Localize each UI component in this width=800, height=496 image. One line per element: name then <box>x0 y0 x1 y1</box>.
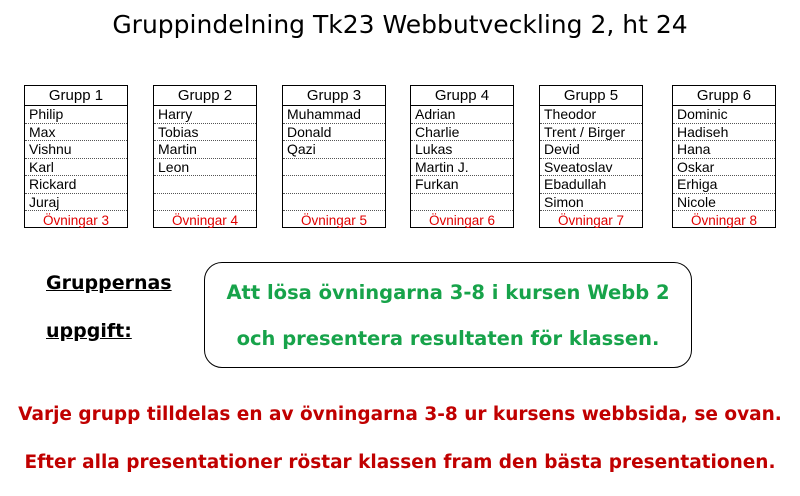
task-label-line1: Gruppernas <box>46 272 172 294</box>
group-2-table <box>153 85 257 228</box>
group-member: Harry <box>154 106 256 124</box>
group-member: Hana <box>673 141 775 159</box>
group-member: Lukas <box>411 141 513 159</box>
group-member: Theodor <box>540 106 642 124</box>
group-exercise: Övningar 4 <box>171 213 239 228</box>
group-header: Grupp 2 <box>154 86 256 106</box>
group-member: Erhiga <box>673 176 775 194</box>
group-member: Trent / Birger <box>540 124 642 142</box>
groups-container <box>0 85 800 230</box>
group-member: Max <box>25 124 127 142</box>
group-member: Qazi <box>283 141 385 159</box>
group-member: Adrian <box>411 106 513 124</box>
group-member: Oskar <box>673 159 775 177</box>
group-member: Karl <box>25 159 127 177</box>
group-member <box>283 194 385 212</box>
group-header: Grupp 4 <box>411 86 513 106</box>
group-5-table <box>539 85 643 228</box>
note-line2: Efter alla presentationer röstar klassen fram den bästa presentationen. <box>24 452 776 473</box>
group-member: Devid <box>540 141 642 159</box>
group-member: Donald <box>283 124 385 142</box>
group-header: Grupp 1 <box>25 86 127 106</box>
group-6-table <box>672 85 776 228</box>
group-member: Juraj <box>25 194 127 212</box>
group-member: Martin J. <box>411 159 513 177</box>
group-1-table <box>24 85 128 228</box>
group-exercise: Övningar 6 <box>428 213 496 228</box>
group-member: Martin <box>154 141 256 159</box>
group-member: Dominic <box>673 106 775 124</box>
note-line1: Varje grupp tilldelas en av övningarna 3-8 ur kursens webbsida, se ovan. <box>18 404 782 425</box>
group-member: Rickard <box>25 176 127 194</box>
group-member: Vishnu <box>25 141 127 159</box>
group-member <box>283 159 385 177</box>
group-header: Grupp 6 <box>673 86 775 106</box>
group-member: Muhammad <box>283 106 385 124</box>
group-header: Grupp 3 <box>283 86 385 106</box>
page-title: Gruppindelning Tk23 Webbutveckling 2, ht 24 <box>112 10 688 39</box>
task-text-line2: och presentera resultaten för klassen. <box>236 327 660 350</box>
group-member: Ebadullah <box>540 176 642 194</box>
task-label-line2: uppgift: <box>46 320 132 342</box>
group-4-table <box>410 85 514 228</box>
group-exercise: Övningar 3 <box>42 213 110 228</box>
group-member <box>411 194 513 212</box>
group-header: Grupp 5 <box>540 86 642 106</box>
group-member <box>283 176 385 194</box>
group-member: Furkan <box>411 176 513 194</box>
group-member: Philip <box>25 106 127 124</box>
group-member: Simon <box>540 194 642 212</box>
group-member <box>154 194 256 212</box>
group-exercise: Övningar 5 <box>300 213 368 228</box>
group-member: Hadiseh <box>673 124 775 142</box>
group-member: Charlie <box>411 124 513 142</box>
group-3-table <box>282 85 386 228</box>
group-exercise: Övningar 8 <box>690 213 758 228</box>
group-exercise: Övningar 7 <box>557 213 625 228</box>
group-member: Tobias <box>154 124 256 142</box>
group-member: Sveatoslav <box>540 159 642 177</box>
task-box <box>204 262 692 368</box>
task-text-line1: Att lösa övningarna 3-8 i kursen Webb 2 <box>226 281 670 304</box>
group-member: Nicole <box>673 194 775 212</box>
group-member: Leon <box>154 159 256 177</box>
group-member <box>154 176 256 194</box>
